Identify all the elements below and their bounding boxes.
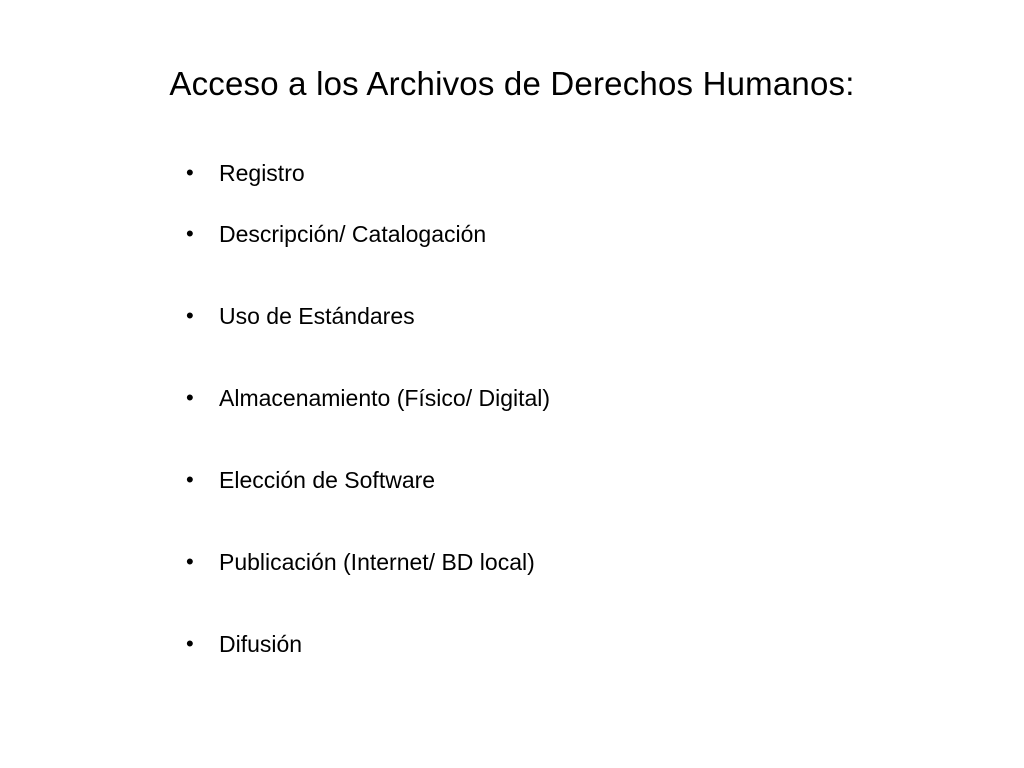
list-item: [186, 193, 550, 275]
list-item: [186, 357, 550, 439]
bullet-icon: •: [186, 160, 194, 185]
list-item-text: Publicación (Internet/ BD local): [219, 548, 535, 575]
list-item-text: Elección de Software: [219, 466, 436, 493]
list-item-text: Difusión: [219, 630, 303, 657]
slide-title: Acceso a los Archivos de Derechos Humanos:: [169, 65, 855, 102]
list-item-text: Uso de Estándares: [219, 302, 415, 329]
bullet-list: [186, 153, 550, 685]
bullet-icon: •: [186, 549, 194, 574]
list-item: [186, 439, 550, 521]
list-item: [186, 603, 550, 685]
list-item: [186, 521, 550, 603]
list-item-text: Descripción/ Catalogación: [219, 220, 487, 247]
bullet-icon: •: [186, 631, 194, 656]
list-item: [186, 275, 550, 357]
bullet-icon: •: [186, 467, 194, 492]
list-item-text: Almacenamiento (Físico/ Digital): [219, 384, 551, 411]
bullet-icon: •: [186, 303, 194, 328]
list-item: [186, 153, 550, 193]
bullet-icon: •: [186, 385, 194, 410]
bullet-icon: •: [186, 221, 194, 246]
list-item-text: Registro: [219, 159, 305, 186]
